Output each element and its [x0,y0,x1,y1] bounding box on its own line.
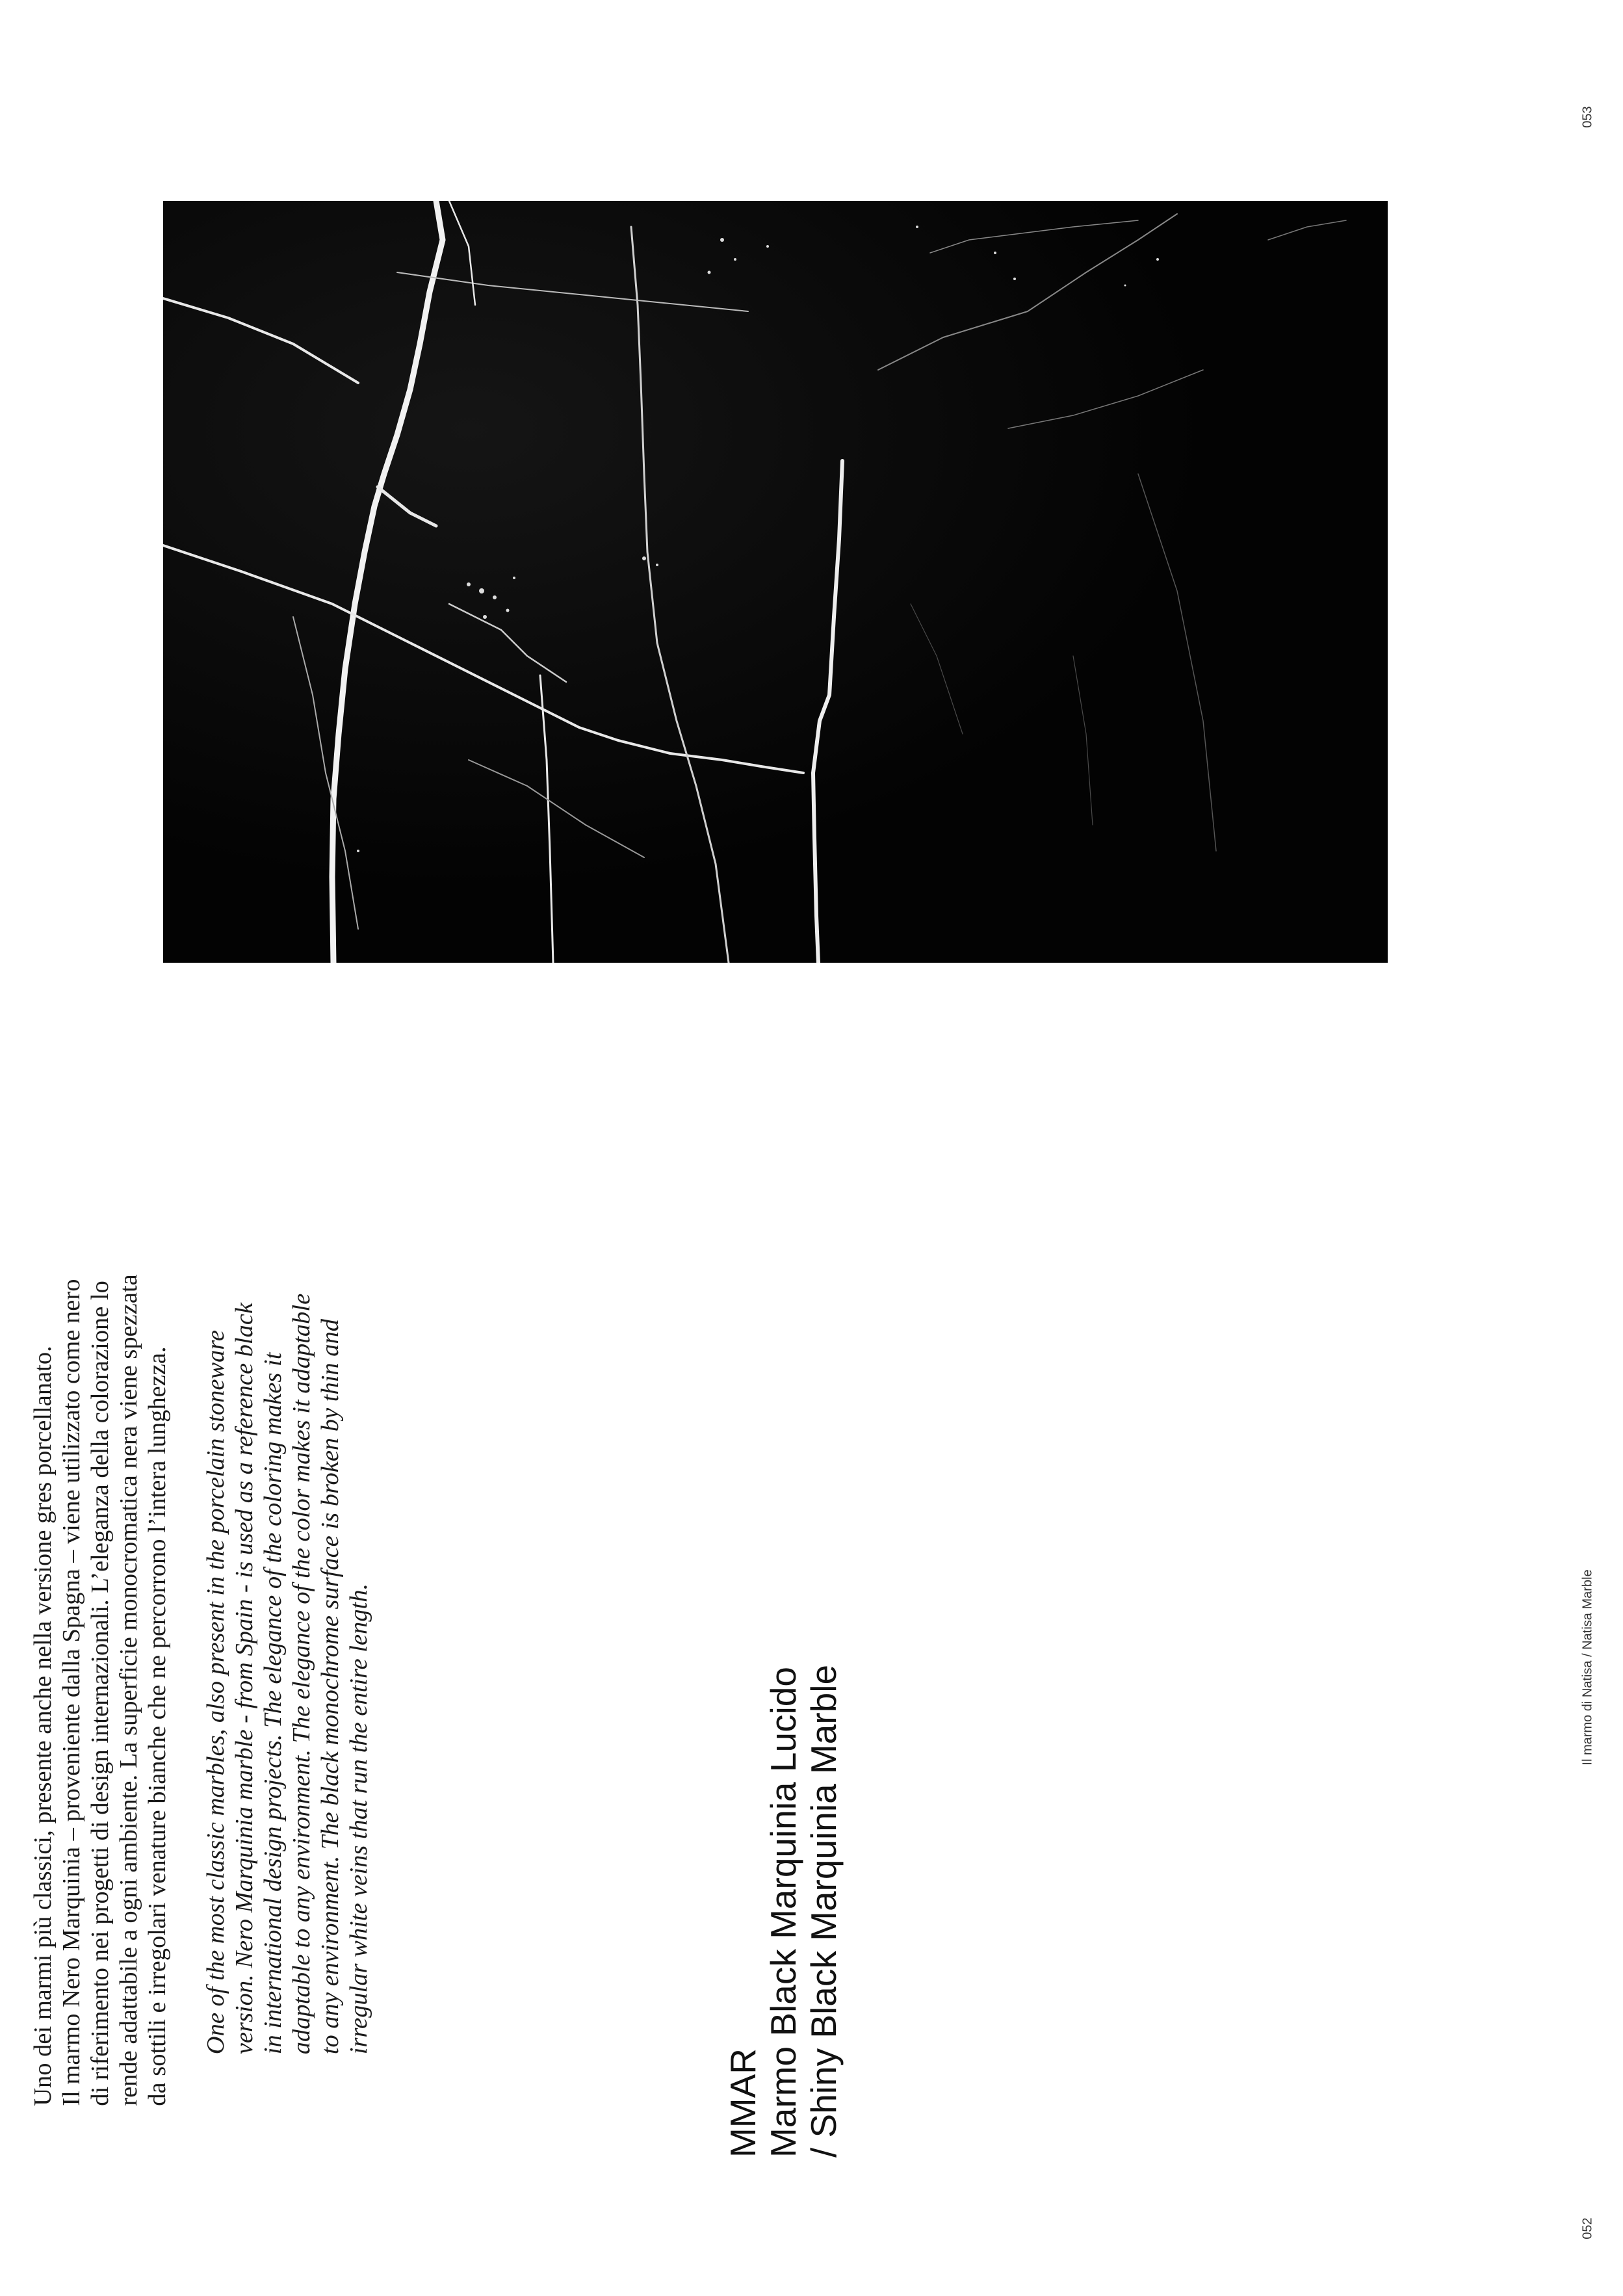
text-line: to any environment. The black monochrome surface is broken by thin and [317,1318,344,2055]
product-code: MMAR [723,2048,763,2158]
text-line: Il marmo Nero Marquinia – proveniente dalla Spagna – viene utilizzato come nero [58,1279,85,2106]
page-number-left: 052 [1580,2217,1595,2239]
product-title [723,1665,844,2158]
text-line: version. Nero Marquinia marble - from Spain - is used as a reference black [231,1302,258,2055]
text-line: da sottili e irregolari venature bianche che ne percorrono l’intera lunghezza. [144,1346,171,2106]
running-head: Il marmo di Natisa / Natisa Marble [1580,1569,1595,1766]
english-description [201,1294,373,2054]
text-line: in international design projects. The elegance of the coloring makes it [259,1352,287,2055]
product-name-en: / Shiny Black Marquinia Marble [803,1664,844,2158]
text-line: One of the most classic marbles, also present in the porcelain stoneware [202,1329,229,2055]
marble-image [163,201,1388,963]
black-marble-texture [163,201,1388,963]
text-line: adaptable to any environment. The elegance of the color makes it adaptable [288,1293,315,2055]
text-line: Uno dei marmi più classici, presente anche nella versione gres porcellanato. [29,1346,57,2106]
page-number-right: 053 [1580,106,1595,128]
italian-description [29,1274,172,2106]
product-name-it: Marmo Black Marquinia Lucido [763,1667,803,2158]
text-line: rende adattabile a ogni ambiente. La superficie monocromatica nera viene spezzata [115,1274,142,2106]
text-line: di riferimento nei progetti di design internazionali. L’eleganza della colorazione lo [86,1281,114,2106]
text-line: irregular white veins that run the entire length. [345,1583,372,2055]
